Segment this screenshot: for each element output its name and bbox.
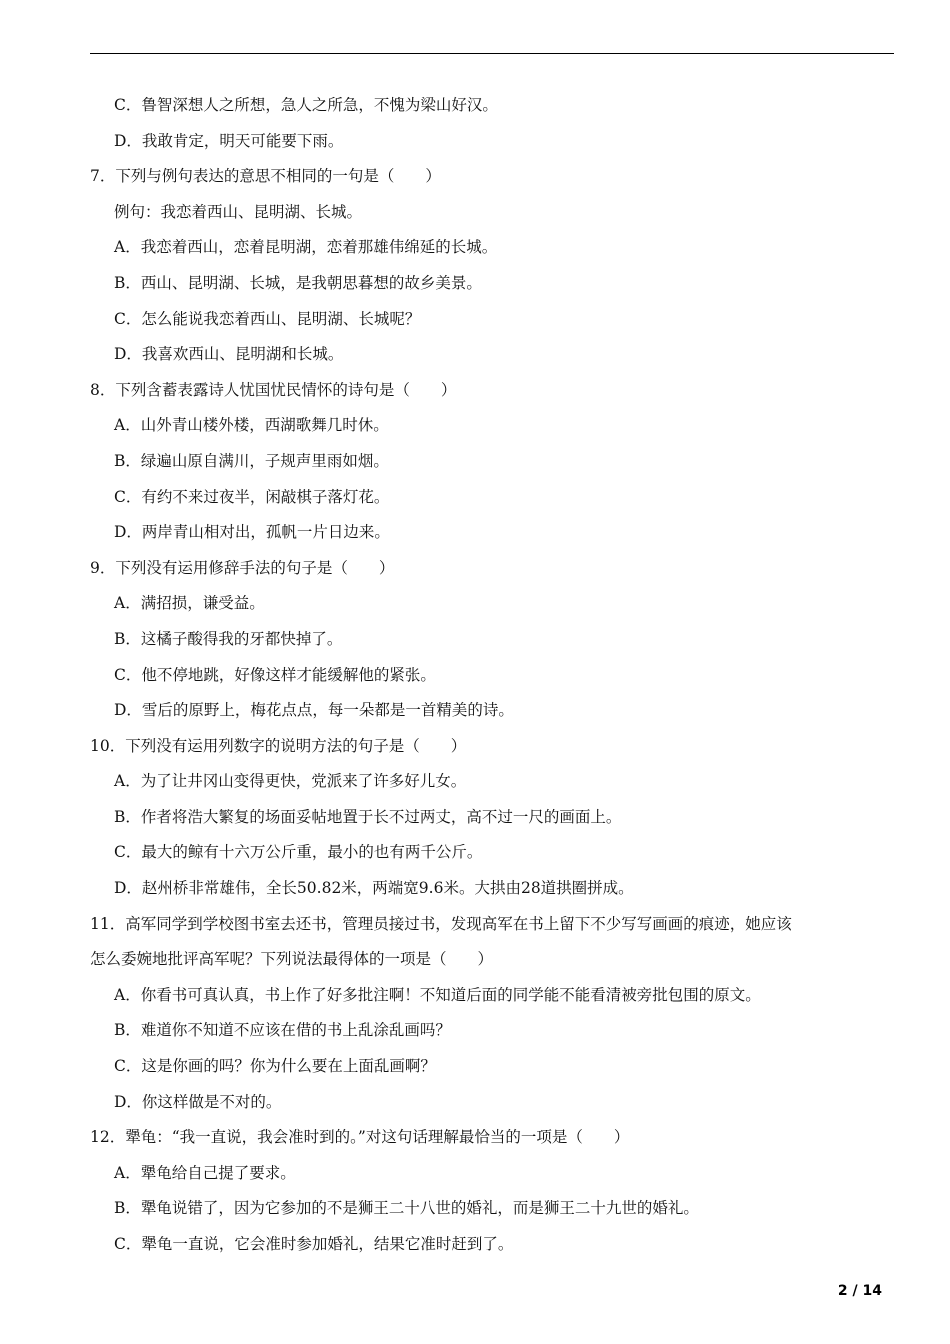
q10-option-b: B．作者将浩大繁复的场面妥帖地置于长不过两丈，高不过一尺的画面上。 [114, 807, 622, 826]
q7-option-d: D．我喜欢西山、昆明湖和长城。 [114, 345, 344, 364]
q7-option-b: B．西山、昆明湖、长城，是我朝思暮想的故乡美景。 [114, 273, 482, 292]
q7-example: 例句：我恋着西山、昆明湖、长城。 [114, 202, 363, 221]
q8-option-d: D．两岸青山相对出，孤帆一片日边来。 [114, 523, 390, 542]
q8-option-c: C．有约不来过夜半，闲敲棋子落灯花。 [114, 487, 390, 506]
q11-stem-line1: 11．高军同学到学校图书室去还书，管理员接过书，发现高军在书上留下不少写写画画的痕迹，她应该 [90, 914, 792, 933]
exam-content [90, 88, 890, 1263]
q9-stem: 9．下列没有运用修辞手法的句子是（ ） [90, 558, 395, 577]
q9-option-a: A．满招损，谦受益。 [114, 594, 265, 613]
q9-option-c: C．他不停地跳，好像这样才能缓解他的紧张。 [114, 665, 436, 684]
q8-option-b: B．绿遍山原自满川，子规声里雨如烟。 [114, 451, 389, 470]
q8-option-a: A．山外青山楼外楼，西湖歌舞几时休。 [114, 416, 389, 435]
q6-option-d: D．我敢肯定，明天可能要下雨。 [114, 131, 344, 150]
q9-option-b: B．这橘子酸得我的牙都快掉了。 [114, 629, 343, 648]
q9-option-d: D．雪后的原野上，梅花点点，每一朵都是一首精美的诗。 [114, 701, 514, 720]
header-rule [90, 53, 894, 54]
q12-option-b: B．犟龟说错了，因为它参加的不是狮王二十八世的婚礼，而是狮王二十九世的婚礼。 [114, 1199, 699, 1218]
q10-option-d: D．赵州桥非常雄伟，全长50.82米，两端宽9.6米。大拱由28道拱圈拼成。 [114, 879, 634, 898]
q11-option-c: C．这是你画的吗？你为什么要在上面乱画啊？ [114, 1057, 436, 1076]
q12-option-c: C．犟龟一直说，它会准时参加婚礼，结果它准时赶到了。 [114, 1235, 514, 1253]
page-number: 2 / 14 [837, 1283, 882, 1299]
q7-stem: 7．下列与例句表达的意思不相同的一句是（ ） [90, 167, 441, 186]
q7-option-a: A．我恋着西山，恋着昆明湖，恋着那雄伟绵延的长城。 [114, 238, 498, 257]
q12-stem: 12．犟龟：“我一直说，我会准时到的。”对这句话理解最恰当的一项是（ ） [90, 1128, 630, 1147]
q8-stem: 8．下列含蓄表露诗人忧国忧民情怀的诗句是（ ） [90, 380, 457, 399]
q7-option-c: C．怎么能说我恋着西山、昆明湖、长城呢？ [114, 309, 421, 328]
q12-option-a: A．犟龟给自己提了要求。 [114, 1163, 296, 1182]
q11-option-d: D．你这样做是不对的。 [114, 1092, 282, 1111]
q10-stem: 10．下列没有运用列数字的说明方法的句子是（ ） [90, 736, 467, 755]
q10-option-a: A．为了让井冈山变得更快，党派来了许多好儿女。 [114, 772, 467, 791]
q11-option-b: B．难道你不知道不应该在借的书上乱涂乱画吗？ [114, 1021, 451, 1040]
q10-option-c: C．最大的鲸有十六万公斤重，最小的也有两千公斤。 [114, 843, 483, 862]
q6-option-c: C．鲁智深想人之所想，急人之所急，不愧为梁山好汉。 [114, 96, 498, 114]
q11-stem-line2: 怎么委婉地批评高军呢？下列说法最得体的一项是（ ） [90, 950, 494, 969]
q11-option-a: A．你看书可真认真，书上作了好多批注啊！不知道后面的同学能不能看清被旁批包围的原文。 [114, 985, 761, 1004]
